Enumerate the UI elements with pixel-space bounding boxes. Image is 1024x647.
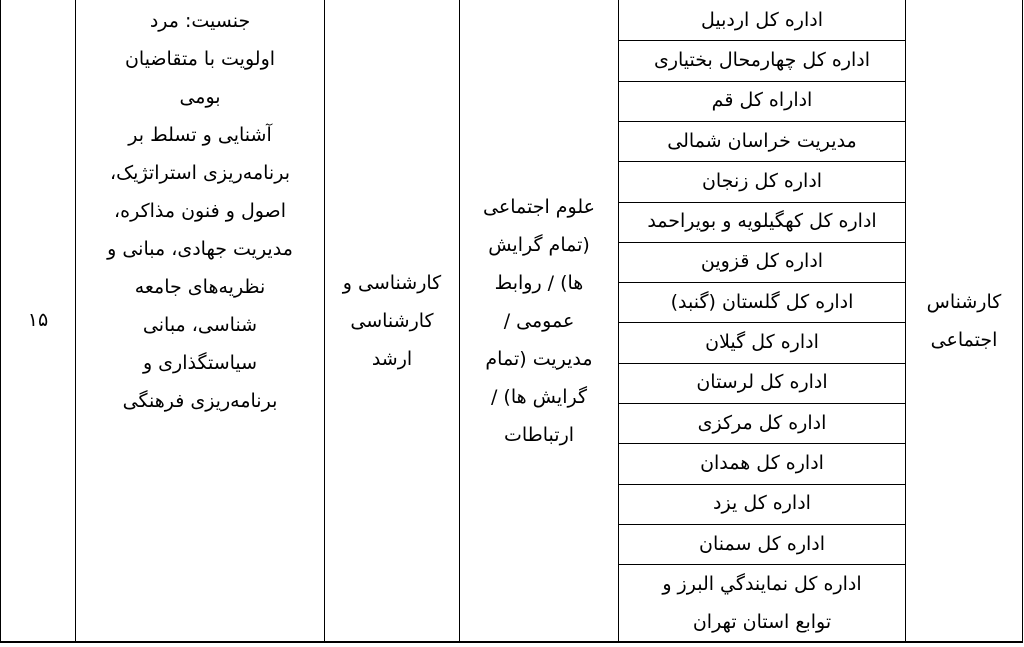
office-cell bbox=[619, 40, 905, 80]
requirements-line: اولویت با متقاضیان bbox=[124, 48, 276, 70]
field-line: علوم اجتماعی bbox=[483, 195, 595, 218]
field-line: ها) / روابط bbox=[494, 271, 584, 294]
field-line: گرایش ها) / bbox=[490, 385, 588, 408]
requirements-line: جنسیت: مرد bbox=[149, 10, 251, 32]
office-name: توابع استان تهران bbox=[692, 610, 832, 633]
office-cell bbox=[619, 403, 905, 443]
office-cell bbox=[619, 443, 905, 483]
job-title-line: اجتماعی bbox=[930, 328, 998, 351]
requirements-cell bbox=[76, 0, 324, 431]
office-name: اداره کل کهگیلویه و بویراحمد bbox=[647, 210, 877, 233]
office-name: اداره کل یزد bbox=[713, 492, 811, 515]
office-name: اداراه کل قم bbox=[711, 89, 813, 112]
office-cell bbox=[619, 242, 905, 282]
office-cell bbox=[619, 282, 905, 322]
office-name: اداره کل سمنان bbox=[698, 532, 826, 555]
requirements-line: اصول و فنون مذاکره، bbox=[114, 200, 286, 222]
field-line: (تمام گرایش bbox=[488, 233, 590, 256]
border-right bbox=[1022, 0, 1023, 643]
requirements-line: برنامه‌ریزی فرهنگی bbox=[122, 390, 278, 412]
office-name: اداره کل گلستان (گنبد) bbox=[670, 290, 854, 313]
field-line: مدیریت (تمام bbox=[485, 347, 593, 370]
office-cell bbox=[619, 81, 905, 121]
office-name: مدیریت خراسان شمالی bbox=[667, 129, 857, 152]
requirements-line: شناسی، مبانی bbox=[142, 314, 258, 336]
field-cell bbox=[460, 0, 618, 641]
office-cell bbox=[619, 564, 905, 641]
office-name: اداره کل لرستان bbox=[696, 371, 828, 394]
row-number bbox=[1, 0, 75, 641]
requirements-line: برنامه‌ریزی استراتژیک، bbox=[110, 162, 290, 184]
office-name: اداره کل گیلان bbox=[705, 331, 819, 354]
requirements-line: آشنایی و تسلط بر bbox=[128, 124, 272, 146]
office-cell bbox=[619, 202, 905, 242]
border-bottom bbox=[0, 641, 1023, 643]
degree-line: کارشناسی و bbox=[342, 271, 442, 294]
row-number-text: ۱۵ bbox=[27, 309, 49, 331]
requirements-line: سیاستگذاری و bbox=[142, 352, 258, 374]
office-cell bbox=[619, 363, 905, 403]
field-line: عمومی / bbox=[503, 309, 575, 332]
degree-cell bbox=[325, 0, 459, 641]
office-cell bbox=[619, 484, 905, 524]
job-title-line: کارشناس bbox=[926, 290, 1002, 313]
requirements-line: نظریه‌های جامعه bbox=[134, 276, 266, 298]
office-name: اداره کل مرکزی bbox=[697, 411, 827, 434]
office-name: اداره کل همدان bbox=[700, 451, 824, 474]
requirements-line: بومی bbox=[179, 86, 221, 108]
requirements-line: مدیریت جهادی، مبانی و bbox=[107, 238, 293, 260]
office-cell bbox=[619, 161, 905, 201]
office-name: اداره کل نمایندگي البرز و bbox=[662, 572, 862, 595]
office-cell bbox=[619, 322, 905, 362]
office-cell bbox=[619, 0, 905, 40]
office-name: اداره کل زنجان bbox=[701, 169, 823, 192]
office-cell bbox=[619, 524, 905, 564]
job-title-cell bbox=[906, 0, 1022, 641]
office-name: اداره کل اردبیل bbox=[701, 8, 823, 31]
degree-line: کارشناسی bbox=[350, 309, 434, 332]
degree-line: ارشد bbox=[371, 347, 413, 370]
office-cell bbox=[619, 121, 905, 161]
office-name: اداره کل چهارمحال بختیاری bbox=[653, 48, 871, 71]
office-name: اداره کل قزوین bbox=[700, 250, 824, 273]
field-line: ارتباطات bbox=[503, 423, 575, 446]
